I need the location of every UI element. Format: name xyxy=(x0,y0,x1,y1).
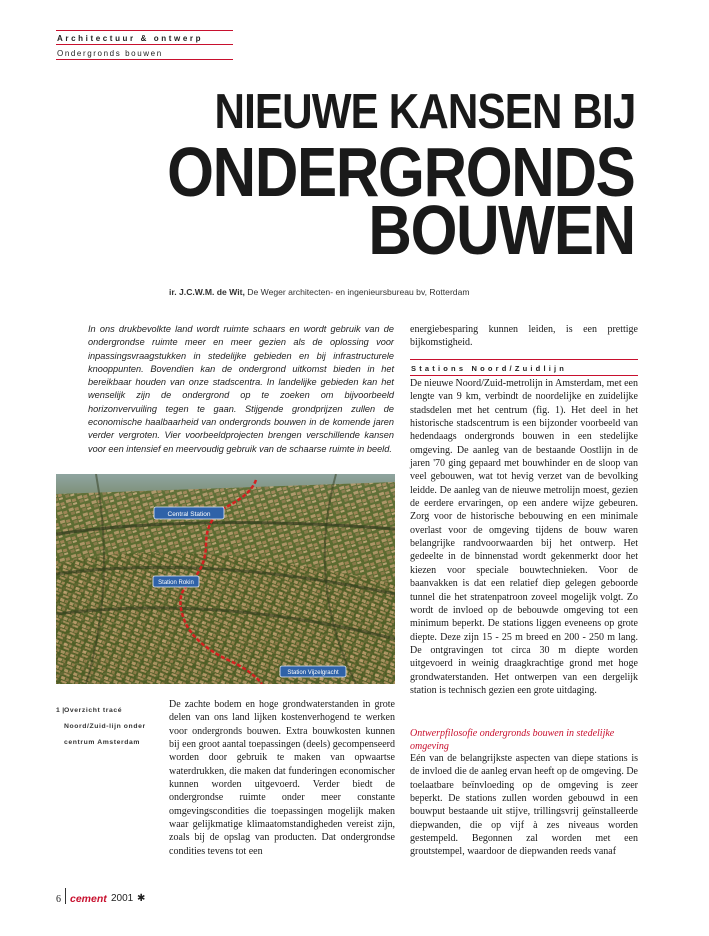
label-central-station xyxy=(154,507,224,519)
label-station-rokin xyxy=(153,576,199,587)
header-rule-bottom xyxy=(56,59,233,60)
body-text-right-main: De nieuwe Noord/Zuid-metrolijn in Amsterdam, met een lengte van 9 km, verbindt de noordelijke en zuidelijke stadsdelen met het centrum (fig. 1). Het deel in het historische stadscentrum is een bijzonder voorbeeld van hedendaags ondergronds bouwen in een stedelijke omgeving. De aanleg van de bestaande Oostlijn in de jaren '70 ging gepaard met bouwhinder en de sloop van veel gebouwen, wat tot hevig verzet van de bevolking leidde. De aanleg van de nieuwe metrolijn moest, gezien de eerdere ervaringen, op een andere wijze gebeuren. Zorg voor de historische bebouwing en een minimale overlast voor de omgeving tijdens de bouw waren belangrijke randvoorwaarden bij het ontwerp. Het gedeelte in de binnenstad wordt gekenmerkt door het kiezen voor speciale bouwtechnieken. Voor de baanvakken is dat een relatief diep gelegen geboorde tunnel die het stratenpatroon zoveel mogelijk volgt. Zo wordt de invloed op de bebouwde omgeving tot een minimum beperkt. De stations liggen eveneens op grote diepte. Deze zijn 15 - 25 m breed en 200 - 250 m lang. De ontgravingen tot circa 30 m diepte worden uitgevoerd in weinig draagkrachtige grond met hoge grondwaterstanden. Het ontwerpen van een dergelijk station is technisch gezien een grote uitdaging. xyxy=(410,378,638,696)
section-rule-top xyxy=(410,359,638,360)
svg-text:Station Rokin: Station Rokin xyxy=(158,580,194,586)
caption-number: 1 | xyxy=(56,707,65,714)
svg-text:Station Vijzelgracht: Station Vijzelgracht xyxy=(287,670,339,676)
label-station-vijzelgracht xyxy=(280,666,346,677)
footer-divider xyxy=(65,888,66,904)
aerial-photo-graphic xyxy=(56,474,395,684)
section-rule-bottom xyxy=(410,375,638,376)
intro-paragraph: In ons drukbevolkte land wordt ruimte schaars en wordt gebruik van de ondergrondse ruimte meer en meer gezien als de oplossing voor inpassingsvraagstukken in stedelijke gebieden en bij infrastructurele knooppunten. Bovendien kan de ondergrond uitkomst bieden in het bereikbaar houden van onze stadscentra. In landelijke gebieden kan het wenselijk zijn de ondergrond op te zoeken om bijvoorbeeld horizonvervuiling tegen te gaan. Stijgende grondprijzen zullen de economische haalbaarheid van ondergronds bouwen in de komende jaren verder vergroten. Vier voorbeeldprojecten brengen verschillende kansen voor een intensief en meervoudig gebruik van de schaarse ruimte in beeld. xyxy=(88,324,394,454)
header-rule-top xyxy=(56,30,233,31)
author-affiliation: De Weger architecten- en ingenieursbureau bv, Rotterdam xyxy=(247,287,470,297)
author-name: ir. J.C.W.M. de Wit, xyxy=(169,287,245,297)
section-label: Architectuur & ontwerp xyxy=(57,34,204,43)
title-line-2: ONDERGRONDS xyxy=(167,133,635,211)
body-text-right-top: energiebesparing kunnen leiden, is een prettige bijkomstigheid. xyxy=(410,324,638,349)
title-line-3: BOUWEN xyxy=(368,191,635,269)
author-line xyxy=(169,287,470,297)
body-text-right-end: Eén van de belangrijkste aspecten van diepe stations is de invloed die de aanleg ervan heeft op de omgeving. De toelaatbare beïnvloeding op de omgeving is zeer beperkt. De stations zullen worden gebouwd in een bouwput bestaande uit stijve, trillingsvrij geïnstalleerde diepwanden, die op vijf à zes niveaus worden gestempeld. Begonnen zal worden met een groutstempel, waardoor de diepwanden reeds vanaf xyxy=(410,753,638,858)
page-number: 6 xyxy=(56,894,61,905)
aerial-photo-amsterdam xyxy=(56,474,395,684)
figure-caption: Overzicht tracé Noord/Zuid-lijn onder centrum Amsterdam xyxy=(64,707,146,746)
svg-text:Central Station: Central Station xyxy=(167,511,211,518)
magazine-name: cement xyxy=(70,893,107,905)
header-rule-middle xyxy=(56,44,233,45)
subheading: Ontwerpfilosofie ondergronds bouwen in stedelijke omgeving xyxy=(410,728,615,752)
section-heading: Stations Noord/Zuidlijn xyxy=(411,364,568,373)
magazine-logo-icon: ✱ xyxy=(137,893,146,904)
title-line-1: NIEUWE KANSEN BIJ xyxy=(214,85,635,139)
body-text-left: De zachte bodem en hoge grondwaterstanden in grote delen van ons land lijken kostenverhogend te werken voor ondergronds bouwen. Extra bouwkosten kunnen bij een groot aantal toepassingen (deels) gecompenseerd worden door gebruik te maken van opwaartse waterdrukken, die maken dat funderingen economischer kunnen worden uitgevoerd. Verder biedt de ondergrondse ruimte onder meer constante omgevingscondities die toepassingen mogelijk maken waar gelijkmatige klimaatomstandigheden vereist zijn, zoals bij de opslag van producten. Dat ondergrondse condities tevens tot een xyxy=(169,699,395,857)
magazine-year: 2001 xyxy=(111,893,134,904)
subsection-label: Ondergronds bouwen xyxy=(57,49,163,58)
